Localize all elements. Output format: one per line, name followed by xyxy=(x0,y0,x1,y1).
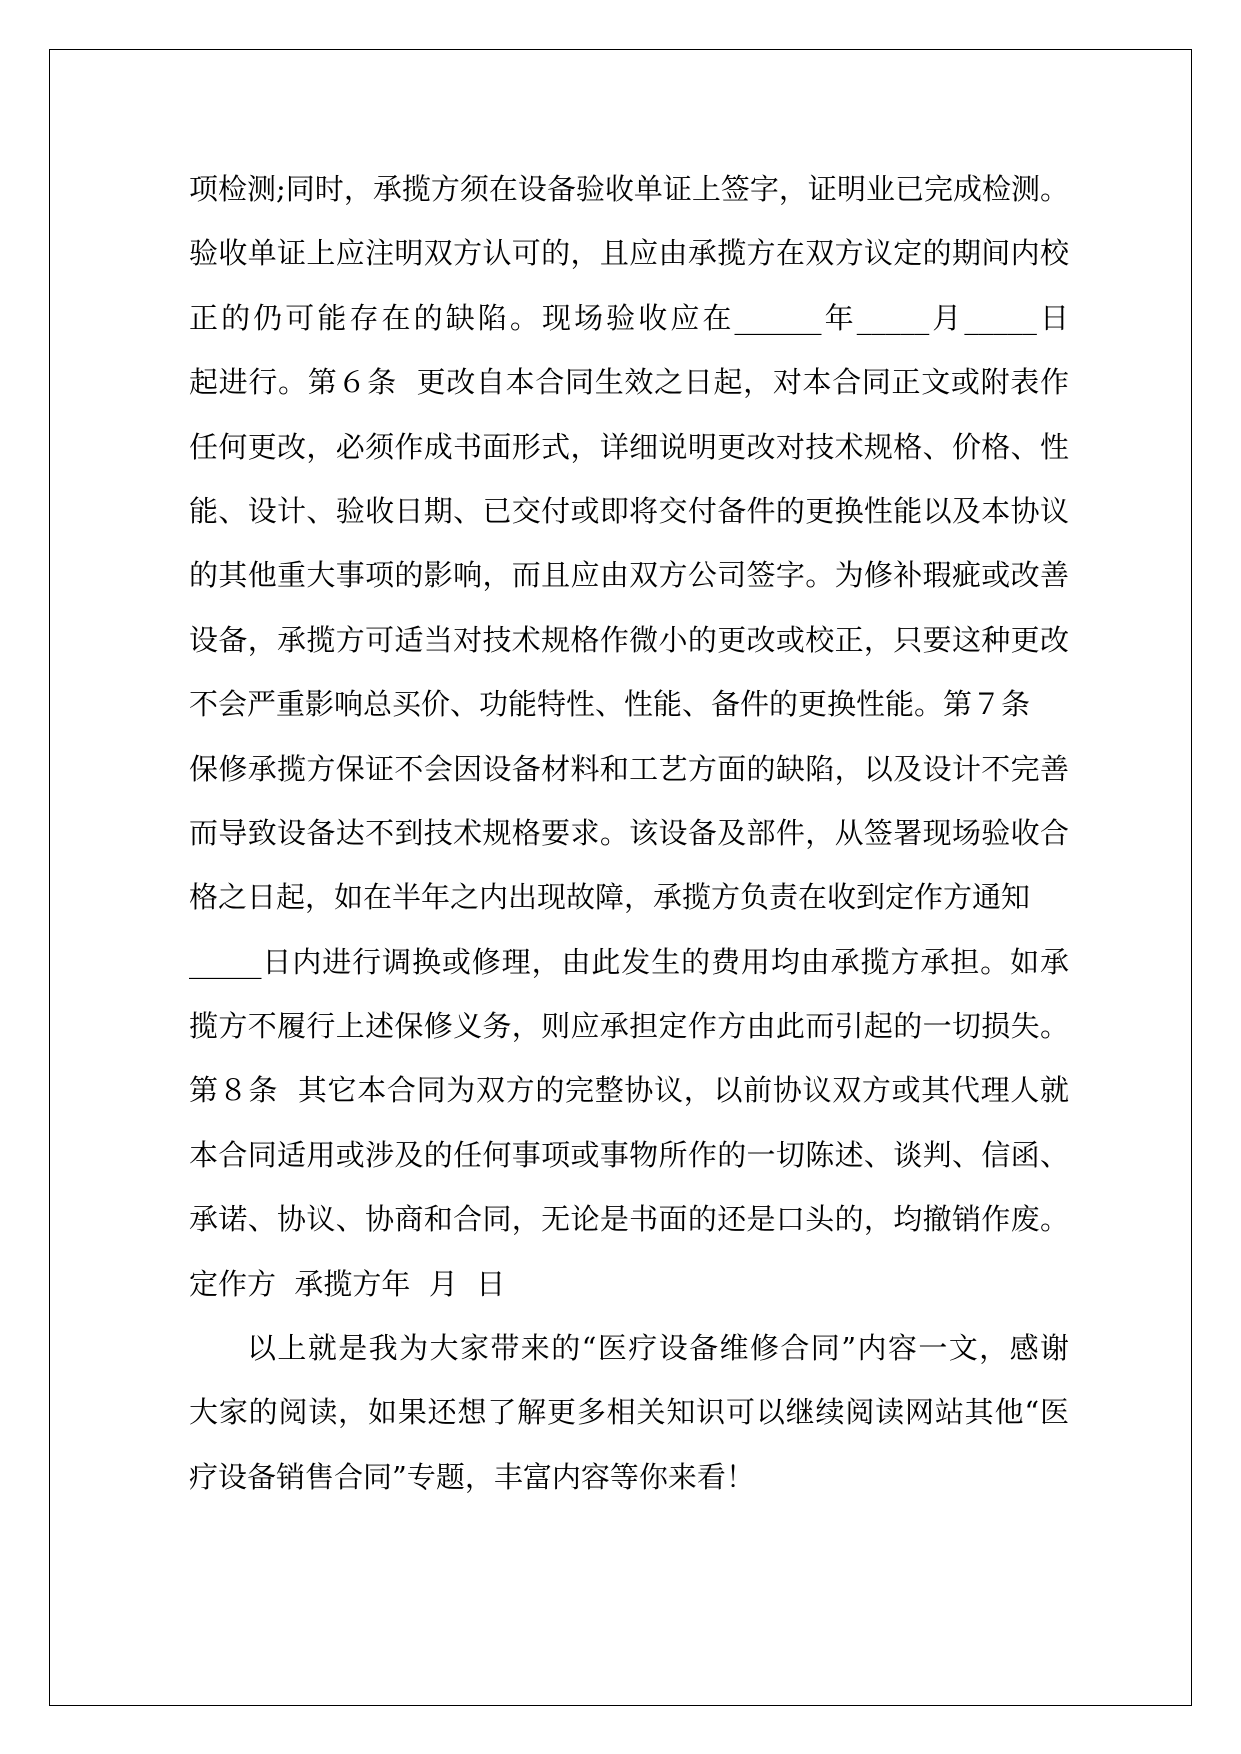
text-line: 的其他重大事项的影响，而且应由双方公司签字。为修补瑕疵或改善 xyxy=(189,558,1069,593)
text-line: 第８条 其它本合同为双方的完整协议，以前协议双方或其代理人就 xyxy=(189,1073,1069,1108)
text-line: 起进行。第６条 更改自本合同生效之日起，对本合同正文或附表作 xyxy=(189,365,1069,400)
text-line: 本合同适用或涉及的任何事项或事物所作的一切陈述、谈判、信函、 xyxy=(189,1137,1069,1172)
text-line: 能、设计、验收日期、已交付或即将交付备件的更换性能以及本协议 xyxy=(189,493,1069,528)
text-line: 保修承揽方保证不会因设备材料和工艺方面的缺陷，以及设计不完善 xyxy=(189,751,1069,786)
text-line: 格之日起，如在半年之内出现故障，承揽方负责在收到定作方通知 xyxy=(189,880,1031,915)
text-line: 揽方不履行上述保修义务，则应承担定作方由此而引起的一切损失。 xyxy=(189,1009,1069,1044)
text-line: 正的仍可能存在的缺陷。现场验收应在______年_____月_____日 xyxy=(189,300,1069,335)
text-line: _____日内进行调换或修理，由此发生的费用均由承揽方承担。如承 xyxy=(189,944,1069,979)
text-line: 设备，承揽方可适当对技术规格作微小的更改或校正，只要这种更改 xyxy=(189,622,1069,657)
closing-paragraph-line: 大家的阅读，如果还想了解更多相关知识可以继续阅读网站其他“医 xyxy=(189,1395,1069,1430)
text-line: 而导致设备达不到技术规格要求。该设备及部件，从签署现场验收合 xyxy=(189,815,1069,850)
closing-paragraph-line: 以上就是我为大家带来的“医疗设备维修合同”内容一文，感谢 xyxy=(247,1331,1069,1366)
document-body xyxy=(189,157,1069,1509)
text-line: 不会严重影响总买价、功能特性、性能、备件的更换性能。第７条 xyxy=(189,687,1031,722)
text-line: 项检测;同时，承揽方须在设备验收单证上签字，证明业已完成检测。 xyxy=(189,172,1069,206)
text-line: 定作方 承揽方年 月 日 xyxy=(189,1266,506,1301)
closing-paragraph-line: 疗设备销售合同”专题，丰富内容等你来看！ xyxy=(189,1459,755,1494)
text-line: 验收单证上应注明双方认可的，且应由承揽方在双方议定的期间内校 xyxy=(189,236,1069,271)
text-line: 承诺、协议、协商和合同，无论是书面的还是口头的，均撤销作废。 xyxy=(189,1202,1069,1237)
text-line: 任何更改，必须作成书面形式，详细说明更改对技术规格、价格、性 xyxy=(189,429,1069,464)
